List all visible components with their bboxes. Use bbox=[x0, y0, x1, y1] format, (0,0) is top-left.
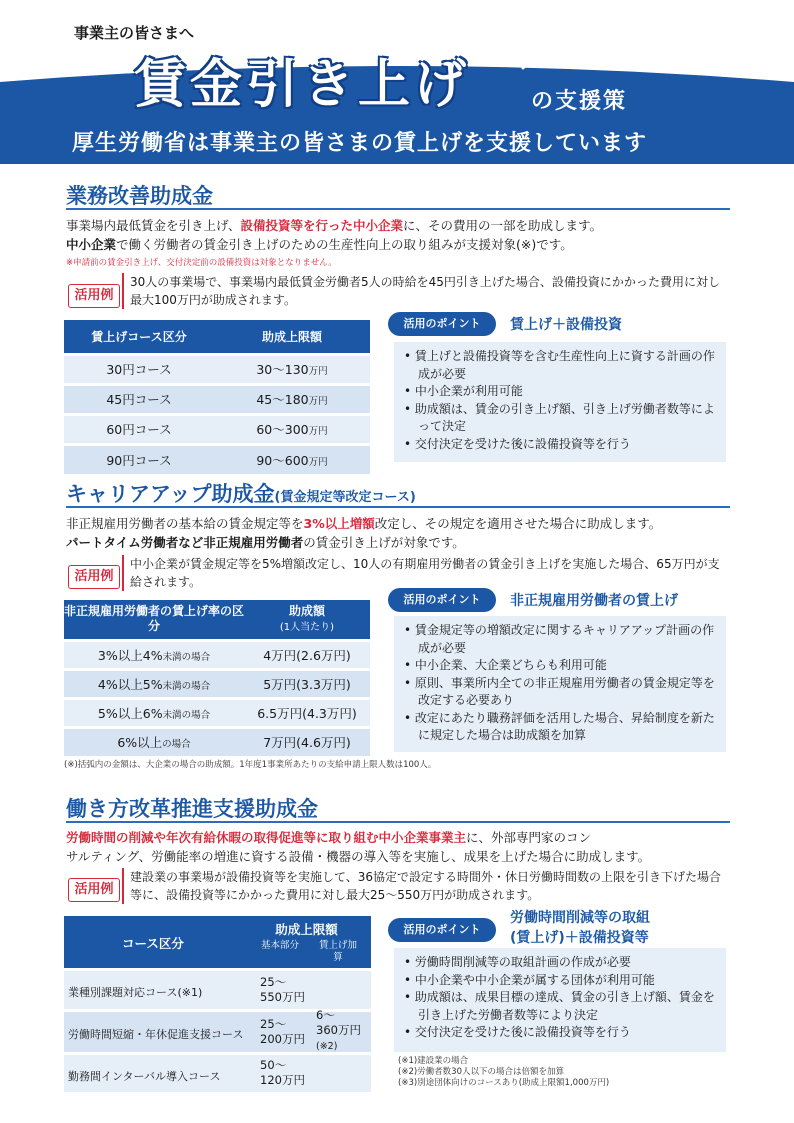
table-header: 賃上げコース区分 bbox=[64, 320, 214, 354]
raise-addition-value: 6～ 360万円 (※2) bbox=[316, 1008, 361, 1052]
table-row: 60円コース 60～300万円 bbox=[64, 414, 370, 444]
section1-point-badge: 活用のポイント bbox=[388, 312, 496, 336]
table-header-course: コース区分 bbox=[122, 936, 184, 951]
table-header: 助成上限額 bbox=[214, 320, 370, 354]
section2-title: キャリアアップ助成金(賃金規定等改定コース) bbox=[66, 482, 416, 506]
list-item: • 賃金規定等の増額改定に関するキャリアアップ計画の作成が必要 bbox=[404, 622, 716, 657]
table-row: 6%以上の場合 7万円(4.6万円) bbox=[64, 727, 370, 756]
list-item: • 賃上げと設備投資等を含む生産性向上に資する計画の作成が必要 bbox=[404, 348, 716, 383]
section1-example-badge: 活用例 bbox=[68, 284, 120, 308]
sparkle-icon bbox=[505, 40, 535, 70]
table-header: 助成額 (1人当たり) bbox=[244, 600, 370, 640]
section2-point-panel bbox=[394, 616, 726, 752]
list-item: • 中小企業が利用可能 bbox=[404, 383, 716, 401]
section1-paragraph: 事業場内最低賃金を引き上げ、設備投資等を行った中小企業に、その費用の一部を助成します。 中小企業で働く労働者の賃金引き上げのための生産性向上の取り組みが支援対象(※)です。 bbox=[66, 218, 603, 252]
section3-title: 働き方改革推進支援助成金 bbox=[66, 797, 318, 821]
section3-table: コース区分 助成上限額 基本部分 賃上げ加算 業種別課題対応コース(※1) 25～ 550万円 労働時間短縮・年休促進支援コース 25～ 200万円 勤務間インターバル導入コース 50～ 120万円 6～ 360万円 (※2) bbox=[64, 916, 371, 1092]
section3-notes: (※1)建設業の場合 (※2)労働者数30人以下の場合は倍額を加算 (※3)別途団体向けのコースあり(助成上限額1,000万円) bbox=[398, 1056, 610, 1088]
list-item: • 助成額は、賃金の引き上げ額、引き上げ労働者数等によって決定 bbox=[404, 401, 716, 436]
section1-point-panel bbox=[394, 342, 726, 462]
section3-paragraph: 労働時間の削減や年次有給休暇の取得促進等に取り組む中小企業事業主に、外部専門家のコン サルティング、労働能率の増進に資する設備・機器の導入等を実施し、成果を上げた場合に助成します。 bbox=[66, 830, 651, 864]
section3-point-badge: 活用のポイント bbox=[388, 918, 496, 942]
table-header-limit: 助成上限額 bbox=[275, 922, 338, 937]
table-row: 30円コース 30～130万円 bbox=[64, 354, 370, 384]
list-item: • 中小企業や中小企業が属する団体が利用可能 bbox=[404, 972, 716, 990]
section1-title: 業務改善助成金 bbox=[66, 184, 213, 208]
section2-rule bbox=[66, 506, 730, 508]
list-item: • 助成額は、成果目標の達成、賃金の引き上げ額、賃金を引き上げた労働者数等により決定 bbox=[404, 989, 716, 1024]
table-header-raise: 賃上げ加算 bbox=[318, 940, 357, 963]
table-row: 90円コース 90～600万円 bbox=[64, 444, 370, 474]
section1-example-text: 30人の事業場で、事業場内最低賃金労働者5人の時給を45円引き上げた場合、設備投資にかかった費用に対し最大100万円が助成されます。 bbox=[130, 275, 720, 307]
section2-table bbox=[64, 600, 370, 756]
section2-example-text: 中小企業が賃金規定等を5%増額改定し、10人の有期雇用労働者の賃金引き上げを実施した場合、65万円が支給されます。 bbox=[130, 557, 720, 589]
table-row: 3%以上4%未満の場合 4万円(2.6万円) bbox=[64, 640, 370, 669]
section2-point-title: 非正規雇用労働者の賃上げ bbox=[510, 593, 678, 609]
section2-footnote: (※)括弧内の金額は、大企業の場合の助成額。1年度1事業所あたりの支給申請上限人数は100人。 bbox=[64, 760, 437, 770]
section2-point-badge: 活用のポイント bbox=[388, 588, 496, 612]
section2-paragraph: 非正規雇用労働者の基本給の賃金規定等を3%以上増額改定し、その規定を適用させた場合に助成します。 パートタイム労働者など非正規雇用労働者の賃金引き上げが対象です。 bbox=[66, 516, 662, 550]
section3-rule bbox=[66, 821, 730, 823]
page-subtitle: 厚生労働省は事業主の皆さまの賃上げを支援しています bbox=[72, 131, 648, 156]
section3-example-text: 建設業の事業場が設備投資等を実施して、36協定で設定する時間外・休日労働時間数の上限を引き下げた場合等に、設備投資等にかかった費用に対し最大25～550万円が助成されます。 bbox=[130, 870, 722, 902]
section1-note: ※申請前の賃金引き上げ、交付決定前の設備投資は対象となりません。 bbox=[66, 258, 337, 268]
section1-table bbox=[64, 320, 370, 474]
list-item: • 交付決定を受けた後に設備投資等を行う bbox=[404, 1024, 716, 1042]
list-item: • 労働時間削減等の取組計画の作成が必要 bbox=[404, 954, 716, 972]
list-item: • 原則、事業所内全ての非正規雇用労働者の賃金規定等を改定する必要あり bbox=[404, 675, 716, 710]
page-title: 賃金引き上げ bbox=[134, 55, 471, 115]
list-item: • 中小企業、大企業どちらも利用可能 bbox=[404, 657, 716, 675]
table-row: 45円コース 45～180万円 bbox=[64, 384, 370, 414]
table-row: 5%以上6%未満の場合 6.5万円(4.3万円) bbox=[64, 698, 370, 727]
section2-example-badge: 活用例 bbox=[68, 565, 120, 589]
section3-example-divider bbox=[122, 868, 124, 904]
section1-point-title: 賃上げ＋設備投資 bbox=[510, 317, 622, 333]
section2-example-divider bbox=[122, 555, 124, 591]
list-item: • 交付決定を受けた後に設備投資等を行う bbox=[404, 436, 716, 454]
section3-point-title: 労働時間削減等の取組 (賃上げ)＋設備投資等 bbox=[510, 910, 650, 946]
section1-example-divider bbox=[122, 273, 124, 309]
list-item: • 改定にあたり職務評価を活用した場合、昇給制度を新たに規定した場合は助成額を加算 bbox=[404, 710, 716, 745]
page-title-suffix: の支援策 bbox=[531, 89, 628, 114]
section3-example-badge: 活用例 bbox=[68, 878, 120, 902]
table-header-base: 基本部分 bbox=[260, 940, 299, 951]
section3-point-panel bbox=[394, 948, 726, 1052]
table-header: 非正規雇用労働者の賃上げ率の区分 bbox=[64, 600, 244, 640]
addressee-label: 事業主の皆さまへ bbox=[74, 24, 195, 42]
section1-rule bbox=[66, 208, 730, 210]
table-row: 4%以上5%未満の場合 5万円(3.3万円) bbox=[64, 669, 370, 698]
